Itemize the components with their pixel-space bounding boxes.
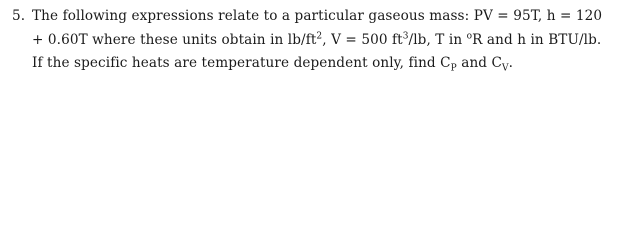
problem-text-line-2b: , V = 500 ft: [322, 31, 403, 48]
problem-text-line-2d: R and h in BTU/lb.: [472, 31, 602, 48]
page: [0, 0, 631, 77]
superscript-cubed: 3: [402, 30, 409, 41]
subscript-v: V: [502, 63, 509, 74]
superscript-degree: o: [466, 30, 473, 41]
problem-line-2: [12, 29, 627, 53]
problem-5: [12, 5, 627, 76]
problem-text-line-1: The following expressions relate to a particular gaseous mass: PV = 95T, h = 120: [32, 8, 603, 24]
superscript-squared: 2: [316, 30, 323, 41]
problem-text-line-2a: + 0.60T where these units obtain in lb/ft: [32, 31, 317, 48]
problem-line-1: [12, 5, 627, 29]
problem-text-line-2c: /lb, T in: [408, 31, 467, 48]
problem-line-3: [12, 52, 627, 76]
problem-text-line-3b: and C: [456, 55, 503, 71]
problem-number: 5.: [12, 8, 26, 24]
problem-text-line-3c: .: [508, 55, 514, 71]
problem-text-line-3a: If the specific heats are temperature dependent only, find C: [32, 55, 451, 71]
subscript-p: P: [450, 63, 457, 74]
